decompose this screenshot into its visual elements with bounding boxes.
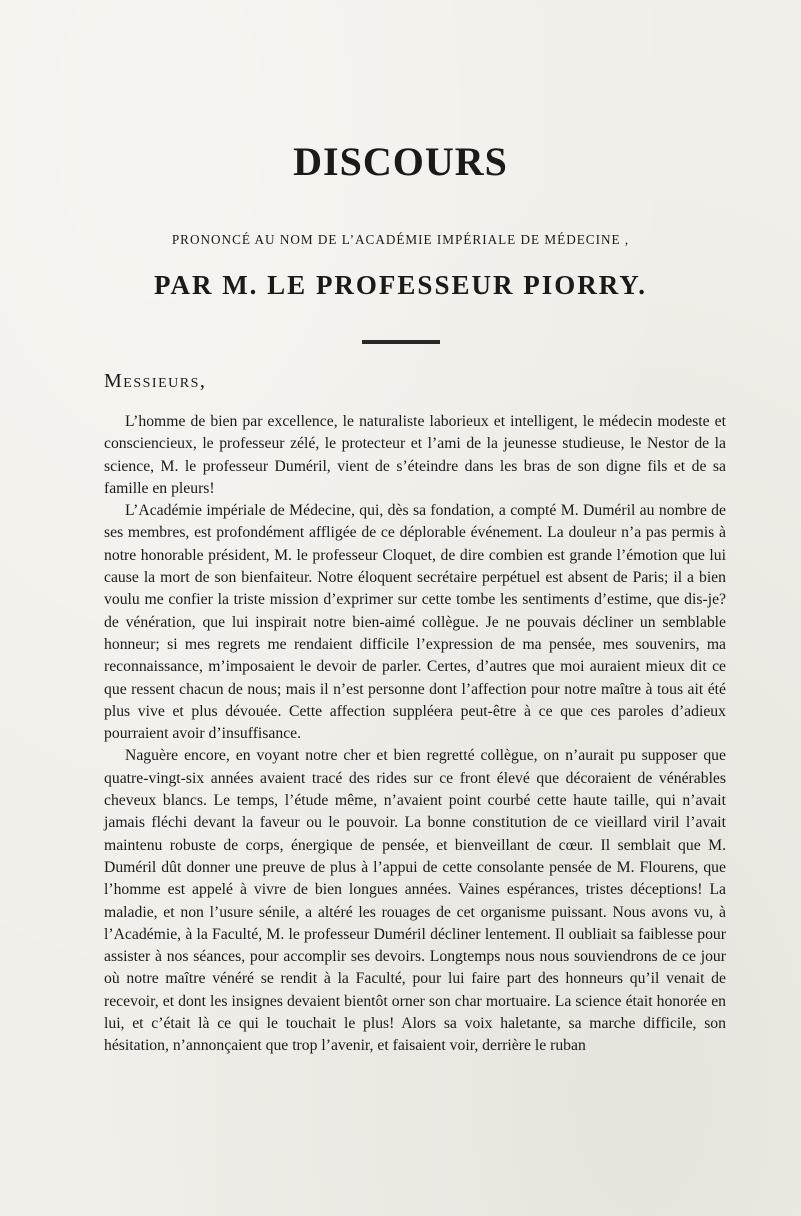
paragraph-2: L’Académie impériale de Médecine, qui, dès sa fondation, a compté M. Duméril au nombre de ses membres, est profondément affligée de ce déplorable événement. La douleur n’a pas permis à notre honorable président, M. le professeur Cloquet, de dire combien est grande l’émotion que lui cause la mort de son bienfaiteur. Notre éloquent secrétaire perpétuel est absent de Paris; il a bien voulu me confier la triste mission d’exprimer sur cette tombe les sentiments d’estime, que dis-je? de vénération, que lui inspirait notre bien-aimé collègue. Je ne pouvais décliner un semblable honneur; si mes regrets me rendaient difficile l’expression de ma pensée, mes souvenirs, ma reconnaissance, m’imposaient le devoir de parler. Certes, d’autres que moi auraient mieux dit ce que ressent chacun de nous; mais il n’est personne dont l’affection pour notre maître à tous ait été plus vive et plus dévouée. Cette affection suppléera peut-être à ce que ces paroles d’adieux pourraient avoir d’insuffisance.	[104, 502, 726, 743]
section-divider	[362, 340, 440, 344]
salutation: Messieurs,	[104, 370, 207, 392]
document-byline: PAR M. LE PROFESSEUR PIORRY.	[153, 270, 648, 300]
paragraph-1: L’homme de bien par excellence, le naturaliste laborieux et intelligent, le médecin modeste et consciencieux, le professeur zélé, le protecteur et l’ami de la jeunesse studieuse, le Nestor de la science, M. le professeur Duméril, vient de s’éteindre dans les bras de son digne fils et de sa famille en pleurs!	[104, 413, 726, 497]
body-text	[104, 411, 726, 1058]
document-subtitle: PRONONCÉ AU NOM DE L’ACADÉMIE IMPÉRIALE DE MÉDECINE ,	[171, 232, 630, 247]
paragraph-3: Naguère encore, en voyant notre cher et bien regretté collègue, on n’aurait pu supposer que quatre-vingt-six années avaient tracé des rides sur ce front élevé que décoraient de vénérables cheveux blancs. Le temps, l’étude même, n’avaient point courbé cette haute taille, qui n’avait jamais fléchi devant la faveur ou le pouvoir. La bonne constitution de ce vieillard viril l’avait maintenu robuste de corps, énergique de pensée, et bienveillant de cœur. Il semblait que M. Duméril dût donner une preuve de plus à l’appui de cette consolante pensée de M. Flourens, que l’homme est appelé à vivre de bien longues années. Vaines espérances, tristes déceptions! La maladie, et non l’usure sénile, a altéré les rouages de cet organisme puissant. Nous avons vu, à l’Académie, à la Faculté, M. le professeur Duméril décliner lentement. Il oubliait sa faiblesse pour assister à nos séances, pour accomplir ses devoirs. Longtemps nous nous souviendrons de ce jour où notre maître vénéré se rendit à la Faculté, pour lui faire part des honneurs qu’il venait de recevoir, et dont les insignes devaient bientôt orner son char mortuaire. La science était honorée en lui, et c’était là ce qui le touchait le plus! Alors sa voix haletante, sa marche difficile, son hésitation, n’annonçaient que trop l’avenir, et faisaient voir, derrière le ruban	[104, 747, 726, 1055]
document-title: DISCOURS	[293, 139, 508, 184]
